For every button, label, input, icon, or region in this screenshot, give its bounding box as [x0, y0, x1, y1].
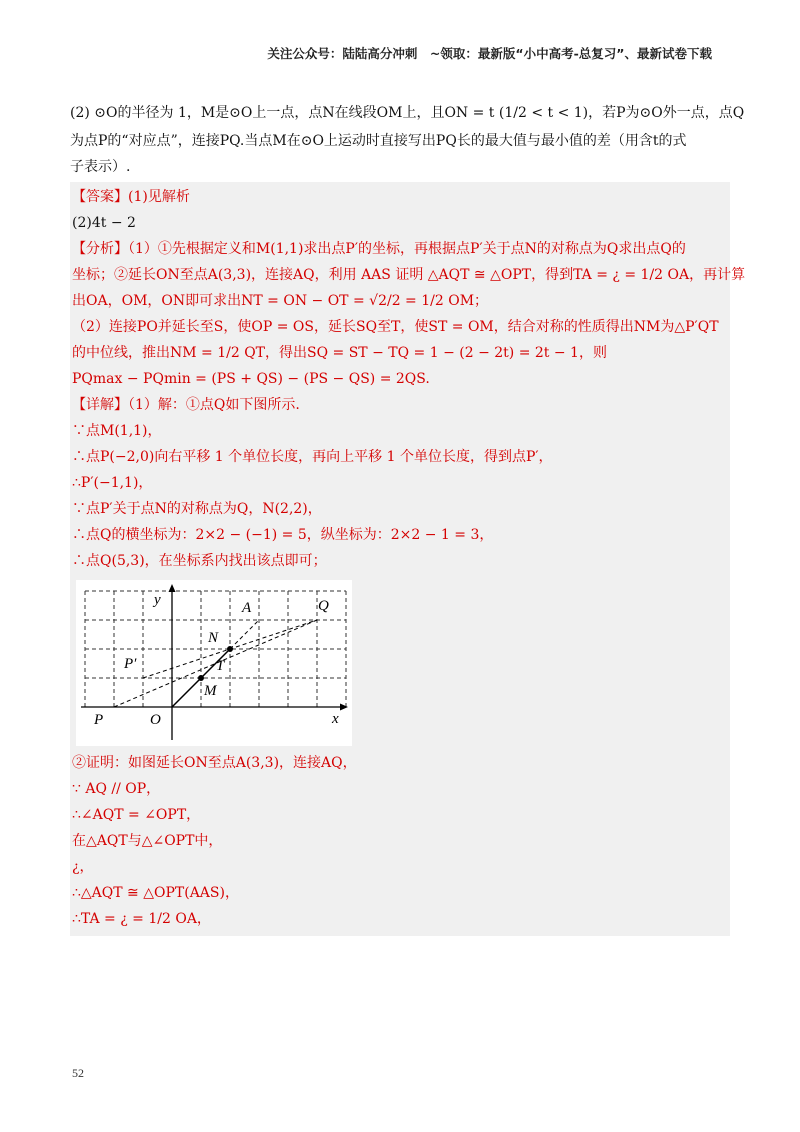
- proof-line-7: ∴TA = ¿ = 1/2 OA，: [72, 911, 211, 927]
- analysis-line-3: 出OA，OM，ON即可求出NT = ON − OT = √2/2 = 1/2 OM；: [72, 293, 489, 309]
- answer-line-1: [72, 184, 728, 210]
- point-N: [227, 646, 233, 652]
- label-M: M: [204, 683, 217, 699]
- detail-tag: 【详解】: [72, 397, 128, 413]
- proof-line-5: ¿，: [72, 859, 94, 875]
- analysis-line-1: [72, 236, 728, 262]
- label-T: T: [216, 658, 225, 674]
- page-content: [70, 98, 746, 936]
- detail-line-4: ∴P′(−1,1)，: [72, 475, 153, 491]
- proof-line-1: ②证明：如图延长ON至点A(3,3)，连接AQ，: [72, 755, 357, 771]
- label-x: x: [332, 711, 339, 727]
- page-header: 关注公众号：陆陆高分冲刺 ~领取：最新版“小中高考-总复习”、最新试卷下载: [267, 46, 712, 61]
- detail-line-2: ∵点M(1,1)，: [72, 423, 162, 439]
- analysis-line-4: （2）连接PO并延长至S，使OP = OS，延长SQ至T，使ST = OM，结合对称的性质得出NM为△P′QT: [72, 319, 719, 335]
- proof-line-6: ∴△AQT ≅ △OPT(AAS)，: [72, 885, 239, 901]
- label-A: A: [242, 600, 252, 616]
- solution-box: [70, 182, 746, 936]
- y-axis-arrow: [169, 584, 176, 592]
- proof-line-4: 在△AQT与△∠OPT中，: [72, 833, 223, 849]
- analysis-line-6: PQmax − PQmin = (PS + QS) − (PS − QS) = 2QS.: [72, 371, 430, 387]
- label-O: O: [150, 712, 161, 728]
- coordinate-graph: [76, 580, 352, 746]
- label-N: N: [208, 630, 219, 646]
- answer-part-1: (1)见解析: [128, 189, 190, 205]
- detail-line-3: ∴点P(−2,0)向右平移 1 个单位长度，再向上平移 1 个单位长度，得到点P′，: [72, 449, 553, 465]
- label-P-prime: P′: [124, 656, 137, 672]
- detail-line-5: ∵点P′关于点N的对称点为Q，N(2,2)，: [72, 501, 322, 517]
- detail-line-7: ∴点Q(5,3)，在坐标系内找出该点即可；: [72, 553, 327, 569]
- label-P: P: [94, 712, 104, 728]
- analysis-line-5: 的中位线，推出NM = 1/2 QT，得出SQ = ST − TQ = 1 − (2 − 2t) = 2t − 1，则: [72, 345, 607, 361]
- question-line-2: 为点P的“对应点”，连接PQ.当点M在⊙O上运动时直接写出PQ长的最大值与最小值的差（用含t的式: [70, 133, 687, 149]
- question-line-1: (2) ⊙O的半径为 1，M是⊙O上一点，点N在线段OM上，且ON = t (1/2 < t < 1)，若P为⊙O外一点，点Q: [70, 105, 745, 121]
- answer-part-2: (2)4t − 2: [72, 215, 136, 231]
- answer-tag: 【答案】: [72, 189, 128, 205]
- analysis-text-1: （1）①先根据定义和M(1,1)求出点P′的坐标，再根据点P′关于点N的对称点为Q求出点Q的: [128, 241, 686, 257]
- detail-line-6: ∴点Q的横坐标为：2×2 − (−1) = 5，纵坐标为：2×2 − 1 = 3，: [72, 527, 494, 543]
- coordinate-graph-svg: [76, 580, 352, 746]
- detail-text-1: （1）解：①点Q如下图所示.: [128, 397, 300, 413]
- proof-line-2: ∵ AQ // OP，: [72, 781, 161, 797]
- label-Q: Q: [318, 598, 329, 614]
- question-line-3: 子表示）.: [70, 159, 131, 175]
- x-axis-arrow: [340, 704, 348, 711]
- page-number: 52: [72, 1066, 84, 1080]
- proof-line-3: ∴∠AQT = ∠OPT，: [72, 807, 201, 823]
- label-y: y: [154, 592, 161, 608]
- analysis-line-2: 坐标；②延长ON至点A(3,3)，连接AQ，利用 AAS 证明 △AQT ≅ △OPT，得到TA = ¿ = 1/2 OA，再计算: [72, 267, 746, 283]
- point-M: [198, 675, 204, 681]
- analysis-tag: 【分析】: [72, 241, 128, 257]
- detail-line-1: [72, 392, 728, 418]
